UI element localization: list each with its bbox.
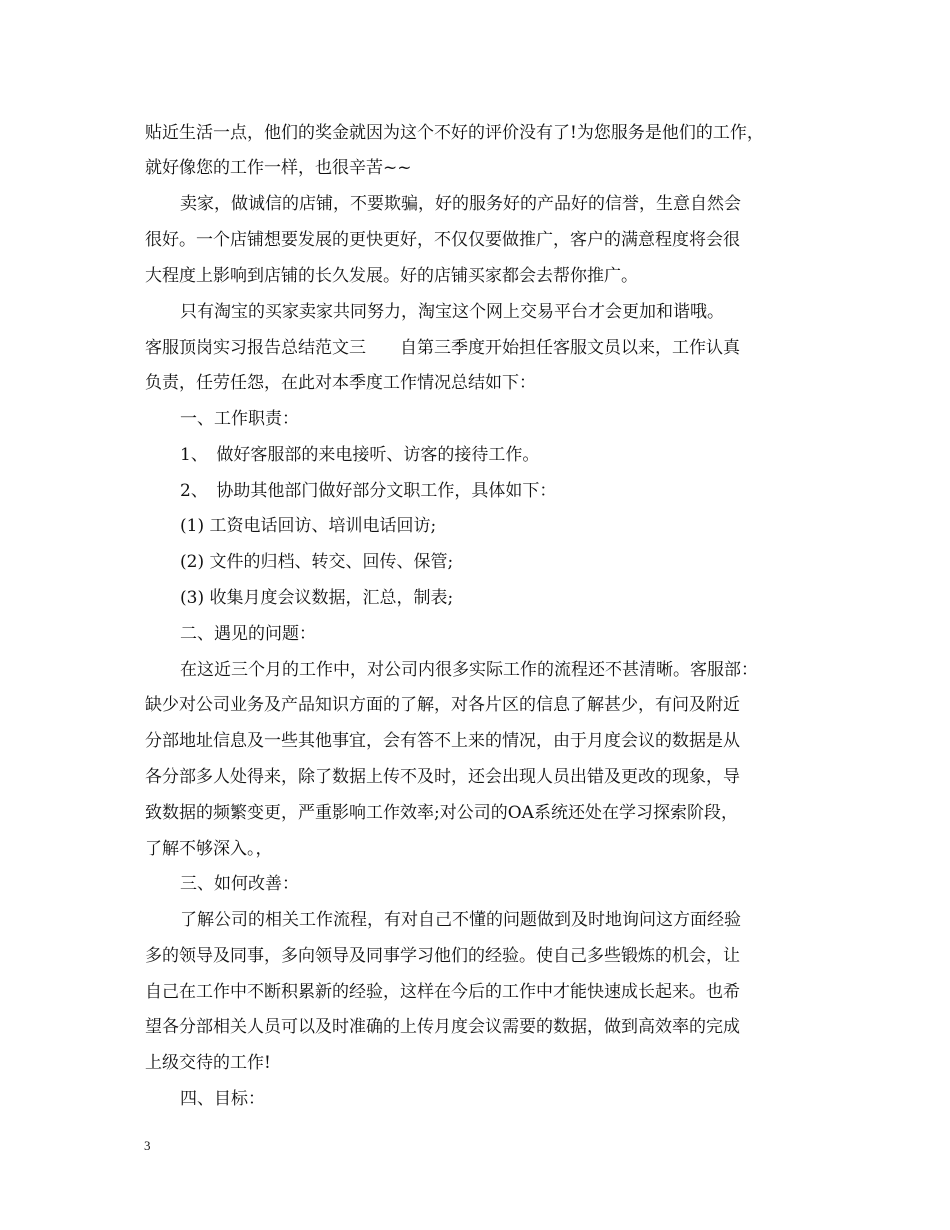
paragraph-line: 贴近生活一点，他们的奖金就因为这个不好的评价没有了!为您服务是他们的工作，	[145, 123, 764, 143]
paragraph-line: 上级交待的工作!	[145, 1053, 271, 1073]
paragraph-line: 很好。一个店铺想要发展的更快更好，不仅仅要做推广，客户的满意程度将会很	[145, 230, 740, 250]
paragraph-line: 各分部多人处得来，除了数据上传不及时，还会出现人员出错及更改的现象，导	[145, 767, 740, 787]
paragraph-line: 致数据的频繁变更，严重影响工作效率;对公司的OA系统还处在学习探索阶段，	[145, 803, 738, 823]
section-title-line: 客服顶岗实习报告总结范文三 自第三季度开始担任客服文员以来，工作认真	[145, 338, 740, 358]
paragraph-line: 了解公司的相关工作流程，有对自己不懂的问题做到及时地询问这方面经验	[180, 910, 741, 930]
sub-list-item: (3) 收集月度会议数据，汇总，制表;	[180, 588, 454, 608]
list-item: 1、 做好客服部的来电接听、访客的接待工作。	[180, 445, 540, 465]
paragraph-line: 负责，任劳任怨，在此对本季度工作情况总结如下：	[145, 373, 536, 393]
paragraph-line: 在这近三个月的工作中，对公司内很多实际工作的流程还不甚清晰。客服部：	[180, 660, 758, 680]
paragraph-line: 自己在工作中不断积累新的经验，这样在今后的工作中才能快速成长起来。也希	[145, 982, 740, 1002]
paragraph-line: 缺少对公司业务及产品知识方面的了解，对各片区的信息了解甚少，有问及附近	[145, 695, 740, 715]
paragraph-line: 分部地址信息及一些其他事宜，会有答不上来的情况，由于月度会议的数据是从	[145, 731, 740, 751]
heading-work-duties: 一、工作职责：	[180, 409, 299, 429]
paragraph-line: 大程度上影响到店铺的长久发展。好的店铺买家都会去帮你推广。	[145, 266, 638, 286]
sub-list-item: (1) 工资电话回访、培训电话回访;	[180, 516, 437, 536]
page-number: 3	[144, 1138, 151, 1153]
heading-improvement: 三、如何改善：	[180, 874, 299, 894]
paragraph-line: 了解不够深入。，	[145, 839, 273, 859]
list-item: 2、 协助其他部门做好部分文职工作，具体如下：	[180, 481, 557, 501]
heading-goals: 四、目标：	[180, 1089, 265, 1109]
paragraph-line: 就好像您的工作一样，也很辛苦~~	[145, 158, 412, 178]
heading-problems: 二、遇见的问题：	[180, 624, 316, 644]
sub-list-item: (2) 文件的归档、转交、回传、保管;	[180, 552, 454, 572]
paragraph-line: 望各分部相关人员可以及时准确的上传月度会议需要的数据，做到高效率的完成	[145, 1017, 740, 1037]
paragraph-line: 多的领导及同事，多向领导及同事学习他们的经验。使自己多些锻炼的机会，让	[145, 946, 740, 966]
paragraph-line: 卖家，做诚信的店铺，不要欺骗，好的服务好的产品好的信誉，生意自然会	[180, 194, 741, 214]
paragraph-line: 只有淘宝的买家卖家共同努力，淘宝这个网上交易平台才会更加和谐哦。	[180, 302, 724, 322]
